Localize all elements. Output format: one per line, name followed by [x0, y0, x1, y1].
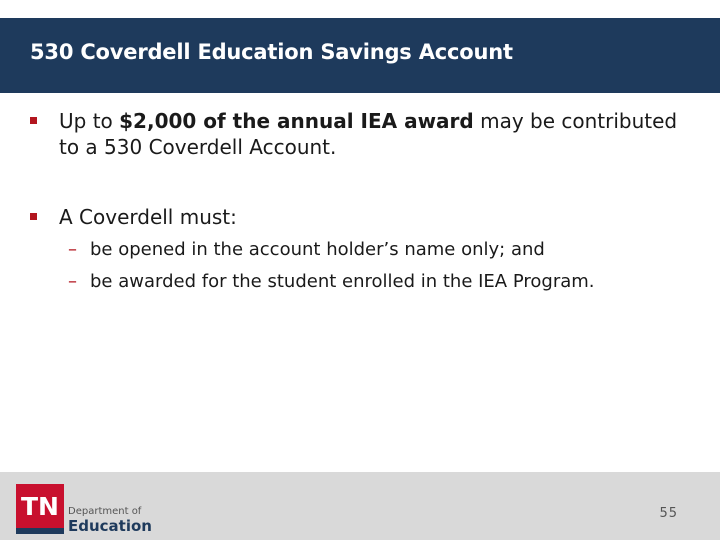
- sub-bullet-item: [68, 238, 708, 262]
- bullet-square-icon: [30, 213, 37, 220]
- bullet-item: [30, 204, 690, 230]
- bullet-text: A Coverdell must:: [59, 205, 237, 229]
- sub-bullet-text: be awarded for the student enrolled in the IEA Program.: [90, 271, 595, 292]
- dash-icon: –: [68, 239, 77, 260]
- logo-navy-strip: [16, 528, 64, 534]
- bullet-suffix: may be contributed to a 530 Coverdell Account.: [59, 109, 678, 159]
- logo-line2: Education: [68, 517, 152, 534]
- sub-bullet-text: be opened in the account holder’s name only; and: [90, 239, 545, 260]
- bullet-bold-text: $2,000 of the annual IEA award: [119, 109, 474, 133]
- title-bar: [0, 18, 720, 93]
- bullet-text: [59, 108, 690, 160]
- dash-icon: –: [68, 271, 77, 292]
- tn-department-of-education-logo: [16, 484, 156, 534]
- logo-line1: Department of: [68, 506, 142, 517]
- logo-abbr: TN: [21, 492, 59, 521]
- bullet-square-icon: [30, 117, 37, 124]
- sub-bullet-item: [68, 270, 708, 294]
- bullet-prefix: Up to: [59, 109, 120, 133]
- footer: [0, 472, 720, 540]
- page-number: 55: [659, 506, 678, 521]
- slide-title: 530 Coverdell Education Savings Account: [30, 40, 513, 64]
- bullet-item: [30, 108, 690, 160]
